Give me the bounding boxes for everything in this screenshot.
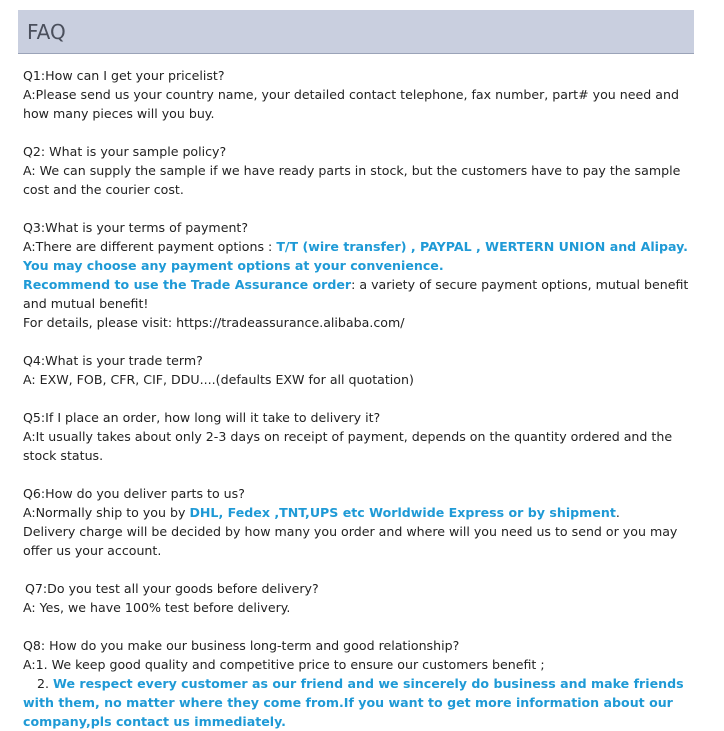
delivery-charge-note: Delivery charge will be decided by how many you order and where will you need us to send or you may offer us your account.	[23, 524, 678, 558]
answer-q2: A: We can supply the sample if we have ready parts in stock, but the customers have to pay the sample cost and the courier cost.	[23, 163, 681, 197]
faq-header	[18, 10, 694, 54]
question-q3: Q3:What is your terms of payment?	[23, 220, 249, 235]
answer-q6	[23, 503, 693, 522]
answer-q8-1: A:1. We keep good quality and competitive price to ensure our customers benefit ;	[23, 657, 545, 672]
answer-q8-2	[23, 674, 693, 731]
faq-item-q8	[23, 636, 693, 731]
trade-assurance-highlight: Recommend to use the Trade Assurance order	[23, 277, 352, 292]
question-q2: Q2: What is your sample policy?	[23, 144, 227, 159]
faq-content	[23, 66, 693, 731]
page-title: FAQ	[27, 20, 66, 44]
answer-q8-2-prefix: 2.	[37, 676, 54, 691]
faq-item-q1	[23, 66, 693, 123]
faq-item-q3	[23, 218, 693, 332]
faq-item-q7	[23, 579, 693, 617]
relationship-highlight: We respect every customer as our friend and we sincerely do business and make friends with them, no matter where they come from.If you want to get more information about our company,pls contact us immediately.	[23, 676, 684, 729]
faq-item-q6	[23, 484, 693, 560]
answer-q1: A:Please send us your country name, your detailed contact telephone, fax number, part# you need and how many pieces will you buy.	[23, 87, 679, 121]
answer-q7: A: Yes, we have 100% test before delivery.	[23, 600, 291, 615]
faq-item-q2	[23, 142, 693, 199]
shipping-methods-highlight: DHL, Fedex ,TNT,UPS etc Worldwide Express or by shipment	[189, 505, 616, 520]
question-q7: Q7:Do you test all your goods before delivery?	[25, 581, 319, 596]
answer-q6-suffix: .	[615, 505, 620, 520]
question-q8: Q8: How do you make our business long-term and good relationship?	[23, 638, 460, 653]
question-q5: Q5:If I place an order, how long will it take to delivery it?	[23, 410, 381, 425]
answer-q3-prefix: A:There are different payment options :	[23, 239, 277, 254]
answer-q5: A:It usually takes about only 2-3 days on receipt of payment, depends on the quantity ordered and the stock status.	[23, 429, 673, 463]
question-q4: Q4:What is your trade term?	[23, 353, 203, 368]
answer-q6-prefix: A:Normally ship to you by	[23, 505, 190, 520]
answer-q3	[23, 237, 693, 275]
faq-item-q5	[23, 408, 693, 465]
trade-assurance-note	[23, 275, 693, 313]
answer-q4: A: EXW, FOB, CFR, CIF, DDU....(defaults EXW for all quotation)	[23, 372, 414, 387]
question-q6: Q6:How do you deliver parts to us?	[23, 486, 245, 501]
trade-assurance-rest: : a variety of secure payment options, mutual benefit and mutual benefit!	[23, 277, 689, 311]
payment-options-highlight: T/T (wire transfer) , PAYPAL , WERTERN UNION and Alipay. You may choose any payment options at your convenience.	[23, 239, 688, 273]
faq-item-q4	[23, 351, 693, 389]
question-q1: Q1:How can I get your pricelist?	[23, 68, 225, 83]
trade-assurance-details: For details, please visit: https://tradeassurance.alibaba.com/	[23, 315, 405, 330]
